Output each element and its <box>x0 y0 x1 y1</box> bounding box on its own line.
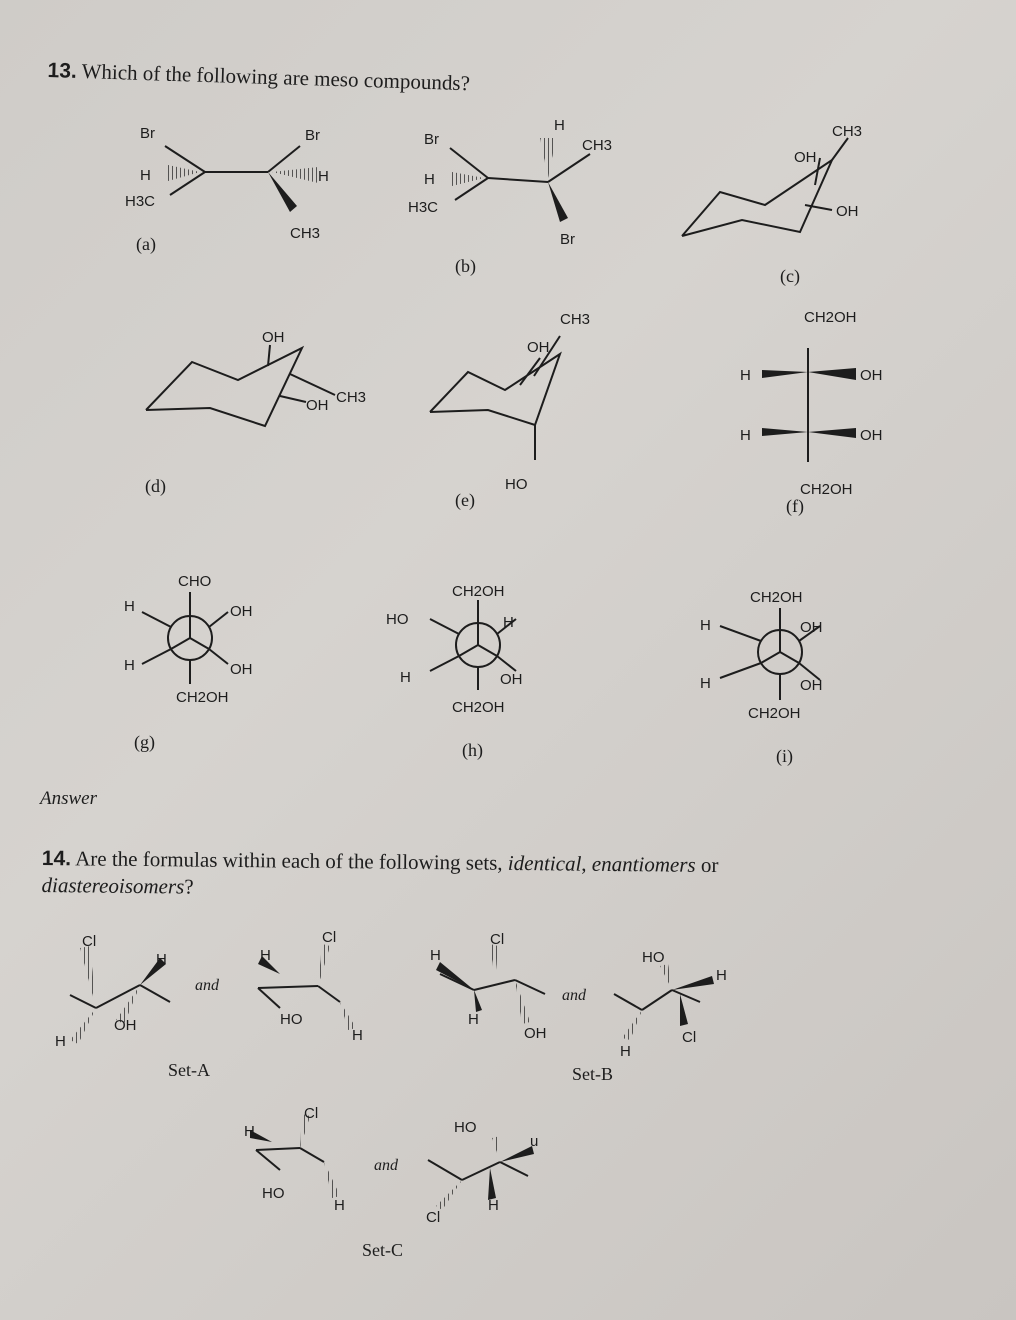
label-cho: CHO <box>178 573 212 590</box>
structure-a <box>125 125 329 255</box>
label-oh: OH <box>500 671 523 688</box>
question-13-number: 13. <box>47 58 78 83</box>
label-h: H <box>424 171 435 188</box>
label-h: H <box>740 427 751 444</box>
label-br: Br <box>560 231 575 248</box>
set-c-label: Set-C <box>362 1240 404 1260</box>
question-14-text: Are the formulas within each of the following sets, <box>75 846 508 875</box>
label-ho: HO <box>280 1011 303 1028</box>
label-h: H <box>620 1043 631 1060</box>
set-c <box>244 1105 538 1260</box>
label-oh: OH <box>230 661 253 678</box>
comma: , <box>581 851 592 876</box>
word-enantiomers: enantiomers <box>591 851 696 877</box>
structure-f <box>740 309 883 517</box>
set-a-label: Set-A <box>168 1060 210 1080</box>
label-h: H <box>156 951 167 968</box>
question-13-text: Which of the following are meso compounds? <box>81 59 471 96</box>
label-br: Br <box>140 125 155 142</box>
label-ch2oh: CH2OH <box>800 481 853 498</box>
set-a <box>55 929 363 1080</box>
label-h: H <box>740 367 751 384</box>
caption-b: (b) <box>455 256 476 276</box>
label-ch2oh: CH2OH <box>452 583 505 600</box>
label-h: H <box>430 947 441 964</box>
label-h: H <box>352 1027 363 1044</box>
label-ch3: CH3 <box>336 389 367 406</box>
question-mark: ? <box>184 874 194 899</box>
label-ho: HO <box>454 1119 477 1136</box>
label-h: H <box>488 1197 499 1214</box>
label-oh: OH <box>114 1017 137 1034</box>
label-cl: Cl <box>426 1209 441 1226</box>
label-oh: OH <box>836 203 859 220</box>
label-h: H <box>124 598 135 615</box>
and-text: and <box>374 1157 398 1174</box>
label-oh: OH <box>230 603 253 620</box>
label-ch3: CH3 <box>832 123 863 140</box>
label-h: H <box>468 1011 479 1028</box>
label-cl: Cl <box>682 1029 697 1046</box>
and-text: and <box>562 987 586 1004</box>
label-oh: OH <box>527 339 550 356</box>
and-text: and <box>195 977 219 994</box>
label-br: Br <box>424 131 439 148</box>
caption-d: (d) <box>145 476 166 496</box>
label-oh: OH <box>262 329 285 346</box>
caption-i: (i) <box>776 746 793 766</box>
label-cl: Cl <box>490 931 505 948</box>
label-h: H <box>334 1197 345 1214</box>
label-h: H <box>400 669 411 686</box>
label-h: H <box>554 117 565 134</box>
label-h: H <box>503 614 514 631</box>
structure-i <box>700 589 823 767</box>
label-h: H <box>318 168 329 185</box>
answer-label: Answer <box>40 788 97 809</box>
label-cl: Cl <box>82 933 97 950</box>
word-diastereoisomers: diastereoisomers <box>41 872 185 899</box>
label-ch3: CH3 <box>290 225 321 242</box>
label-ho: HO <box>386 611 409 628</box>
label-ho: HO <box>505 476 528 493</box>
caption-f: (f) <box>786 496 804 516</box>
label-ch2oh: CH2OH <box>452 699 505 716</box>
label-ch2oh: CH2OH <box>804 309 857 326</box>
label-oh: OH <box>306 397 329 414</box>
word-identical: identical <box>507 850 582 876</box>
label-ch2oh: CH2OH <box>750 589 803 606</box>
label-oh: OH <box>800 619 823 636</box>
label-h: H <box>700 617 711 634</box>
question-14-number: 14. <box>41 846 72 871</box>
caption-h: (h) <box>462 740 483 760</box>
label-ho: HO <box>262 1185 285 1202</box>
label-br: Br <box>305 127 320 144</box>
label-h3c: H3C <box>408 199 439 216</box>
structure-d <box>145 329 366 497</box>
label-h: H <box>716 967 727 984</box>
caption-g: (g) <box>134 732 155 752</box>
label-h: H <box>55 1033 66 1050</box>
label-oh: OH <box>860 367 883 384</box>
label-h: H <box>260 947 271 964</box>
label-h3c: H3C <box>125 193 156 210</box>
caption-e: (e) <box>455 490 475 510</box>
label-h: H <box>700 675 711 692</box>
label-h: H <box>124 657 135 674</box>
label-oh: OH <box>524 1025 547 1042</box>
structure-e <box>430 311 590 511</box>
label-ch2oh: CH2OH <box>176 689 229 706</box>
label-oh: OH <box>794 149 817 166</box>
caption-c: (c) <box>780 266 800 286</box>
label-oh: OH <box>800 677 823 694</box>
label-oh: OH <box>860 427 883 444</box>
label-cl: Cl <box>322 929 337 946</box>
label-ch3: CH3 <box>582 137 613 154</box>
set-b-label: Set-B <box>572 1064 614 1084</box>
structure-g <box>124 573 253 753</box>
label-ch3: CH3 <box>560 311 591 328</box>
word-or: or <box>695 852 719 878</box>
label-h: H <box>244 1123 255 1140</box>
caption-a: (a) <box>136 234 156 254</box>
structure-h <box>386 583 523 761</box>
label-cl: Cl <box>304 1105 319 1122</box>
label-u: u <box>530 1133 539 1150</box>
structure-b <box>408 117 612 277</box>
set-b <box>430 931 727 1084</box>
structure-c <box>682 123 862 287</box>
label-ho: HO <box>642 949 665 966</box>
label-h: H <box>140 167 151 184</box>
label-ch2oh: CH2OH <box>748 705 801 722</box>
